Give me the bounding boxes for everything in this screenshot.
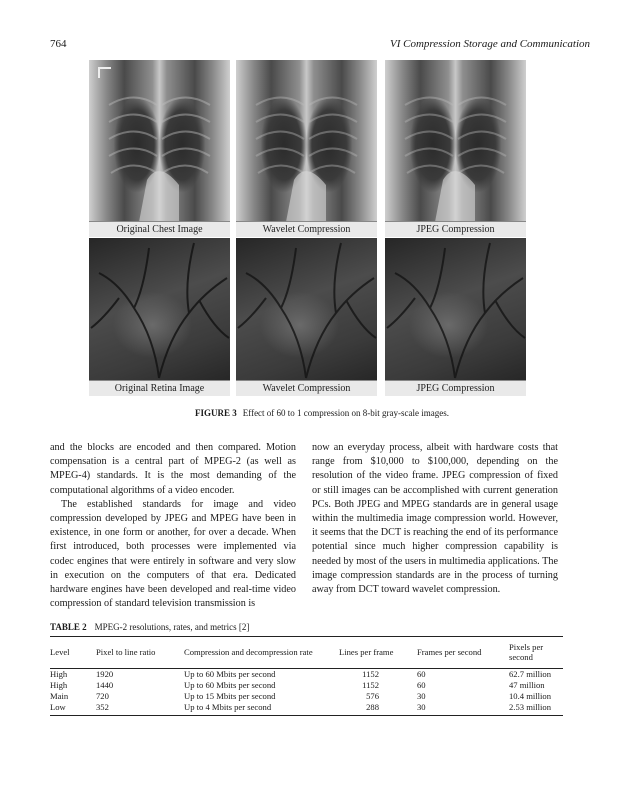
mpeg2-table bbox=[50, 636, 563, 716]
table-caption-text: MPEG-2 resolutions, rates, and metrics [2] bbox=[94, 622, 250, 632]
table-cell: High bbox=[50, 669, 68, 679]
paragraph: now an everyday process, albeit with hardware costs that range from $10,000 to $100,000, depending on the resolution of the video frame. JPEG compression of fixed or still images can be accomplished with current generation PCs. Both JPEG and MPEG standards are in general usage within the multimedia image compression world. However, it seems that the DCT is reaching the end of its performance potential since much higher compression capability is needed by most of the users in multimedia applications. The image compression standards are in the process of turning away from DCT toward wavelet compression. bbox=[312, 442, 558, 596]
figure-label: FIGURE 3 bbox=[194, 408, 237, 418]
table-cell: 47 million bbox=[509, 680, 545, 690]
retina-vessels-graphic bbox=[89, 238, 230, 381]
col-header-pixel-ratio: Pixel to line ratio bbox=[96, 637, 184, 669]
table-cell: Up to 4 Mbits per second bbox=[184, 702, 339, 716]
paragraph: The established standards for image and video compression developed by JPEG and MPEG have been in existence, in one form or another, for over a decade. When first introduced, both processes were implemented via codec engines that were entirely in software and very slow in execution on the computers of that era. Dedicated hardware engines have been developed and real-time video compression of standard television transmission is bbox=[50, 498, 296, 610]
col-header-pixels: Pixels per second bbox=[509, 637, 563, 669]
col-header-lines: Lines per frame bbox=[339, 637, 417, 669]
table-cell: Main bbox=[50, 691, 69, 701]
table-cell: 62.7 million bbox=[509, 669, 552, 679]
retina-jpeg-panel bbox=[385, 238, 526, 396]
table-cell: 30 bbox=[417, 702, 509, 716]
table-cell: 720 bbox=[96, 691, 109, 701]
chest-jpeg-panel bbox=[385, 60, 526, 237]
body-column-right bbox=[312, 441, 558, 597]
table-cell: 352 bbox=[96, 702, 184, 716]
table-cell: 1152 bbox=[362, 680, 379, 690]
figure-caption bbox=[0, 408, 644, 418]
xray-ribs-graphic bbox=[385, 60, 526, 222]
paragraph: and the blocks are encoded and then compared. Motion compensation is a central part of MPEG-2 (as well as MPEG-4) standards. It is the most demanding of the computational algorithms of a video encoder. bbox=[50, 442, 296, 496]
running-title: VI Compression Storage and Communication bbox=[389, 38, 590, 50]
table-cell: 576 bbox=[366, 691, 379, 701]
body-column-left bbox=[50, 441, 296, 611]
table-cell: 1920 bbox=[96, 669, 114, 679]
panel-caption: JPEG Compression bbox=[385, 221, 526, 237]
table-cell: 288 bbox=[339, 702, 417, 716]
panel-caption: Original Chest Image bbox=[89, 221, 230, 237]
panel-caption: Wavelet Compression bbox=[236, 221, 377, 237]
chest-wavelet-panel bbox=[236, 60, 377, 237]
figure-caption-text: Effect of 60 to 1 compression on 8-bit gray-scale images. bbox=[242, 408, 450, 418]
xray-ribs-graphic bbox=[89, 60, 230, 222]
table-row bbox=[50, 702, 563, 716]
table-cell: 60 bbox=[417, 680, 426, 690]
retina-vessels-graphic bbox=[236, 238, 377, 381]
page-number: 764 bbox=[50, 38, 67, 50]
table-cell: Low bbox=[50, 702, 96, 716]
table-cell: 1152 bbox=[362, 669, 379, 679]
col-header-frames: Frames per second bbox=[417, 637, 509, 669]
table-row bbox=[50, 691, 563, 702]
panel-caption: Original Retina Image bbox=[89, 380, 230, 396]
table-cell: 30 bbox=[417, 691, 426, 701]
retina-vessels-graphic bbox=[385, 238, 526, 381]
col-header-rate: Compression and decompression rate bbox=[184, 637, 339, 669]
table-row bbox=[50, 680, 563, 691]
figure-3 bbox=[89, 60, 526, 396]
retina-original-panel bbox=[89, 238, 230, 396]
table-label: TABLE 2 bbox=[50, 622, 87, 632]
chest-original-panel bbox=[89, 60, 230, 237]
table-cell: 1440 bbox=[96, 680, 114, 690]
table-cell: 10.4 million bbox=[509, 691, 552, 701]
table-cell: Up to 15 Mbits per second bbox=[184, 691, 276, 701]
table-row bbox=[50, 669, 563, 681]
table-cell: Up to 60 Mbits per second bbox=[184, 669, 276, 679]
table-cell: 60 bbox=[417, 669, 426, 679]
col-header-level: Level bbox=[50, 637, 96, 669]
table-header-row bbox=[50, 637, 563, 669]
xray-ribs-graphic bbox=[236, 60, 377, 222]
panel-caption: JPEG Compression bbox=[385, 380, 526, 396]
table-cell: 2.53 million bbox=[509, 702, 563, 716]
retina-wavelet-panel bbox=[236, 238, 377, 396]
table-caption bbox=[50, 622, 249, 632]
table-cell: High bbox=[50, 680, 68, 690]
table-cell: Up to 60 Mbits per second bbox=[184, 680, 276, 690]
panel-caption: Wavelet Compression bbox=[236, 380, 377, 396]
